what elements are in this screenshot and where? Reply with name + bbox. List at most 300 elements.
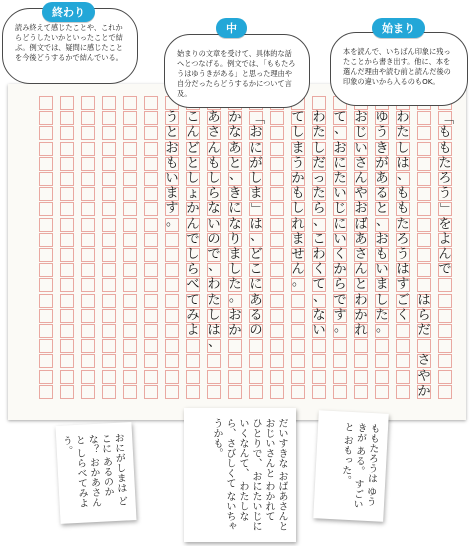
manuscript-char: 、 — [207, 259, 221, 275]
grid-cell — [144, 278, 158, 292]
grid-cell — [144, 309, 158, 323]
manuscript-char: こ — [249, 262, 263, 278]
grid-cell — [102, 111, 116, 125]
manuscript-char: ま — [165, 186, 179, 202]
manuscript-char: な — [312, 307, 326, 323]
grid-cell — [270, 278, 284, 292]
manuscript-char: は — [396, 155, 410, 171]
grid-cell — [39, 263, 53, 277]
grid-cell — [123, 202, 137, 216]
manuscript-char: ん — [291, 262, 305, 278]
grid-cell — [39, 339, 53, 353]
manuscript-char: す — [396, 277, 410, 293]
manuscript-char: も — [291, 186, 305, 202]
manuscript-char: ょ — [186, 186, 200, 202]
callout-beginning — [330, 32, 468, 106]
grid-cell — [354, 354, 368, 368]
grid-cell — [333, 339, 347, 353]
manuscript-char: ん — [438, 247, 452, 262]
grid-cell — [123, 248, 137, 262]
manuscript-char: は — [249, 216, 263, 232]
grid-cell — [249, 370, 263, 384]
grid-cell — [270, 111, 284, 125]
grid-cell — [60, 263, 74, 277]
grid-cell — [60, 324, 74, 338]
manuscript-char: ん — [186, 216, 200, 232]
manuscript-char: い — [333, 231, 347, 247]
grid-cell — [102, 278, 116, 292]
note-middle — [184, 408, 296, 542]
manuscript-char: ご — [396, 292, 410, 308]
manuscript-char: さ — [354, 247, 368, 262]
grid-cell — [312, 385, 326, 399]
manuscript-char: い — [333, 186, 347, 202]
manuscript-char: 。 — [333, 320, 347, 335]
grid-cell — [123, 309, 137, 323]
callout-end-tag: 終わり — [42, 2, 95, 22]
grid-cell — [417, 248, 431, 262]
grid-cell — [39, 111, 53, 125]
grid-cell — [249, 339, 263, 353]
grid-cell — [438, 339, 452, 353]
grid-cell — [333, 370, 347, 384]
note-middle-text: だいすきな おばあさんと おじいさんと わかれて ひとりで、 おにたいじに いくなんて、 わたしなら、さびしくて ないちゃうかも。 — [211, 418, 287, 532]
grid-cell — [144, 126, 158, 140]
manuscript-char: 、 — [375, 213, 389, 229]
manuscript-char: い — [165, 171, 179, 186]
manuscript-char: た — [375, 307, 389, 323]
manuscript-char: 。 — [228, 289, 242, 305]
grid-cell — [102, 339, 116, 353]
manuscript-char: あ — [207, 110, 221, 126]
callout-beginning-text: 本を読んで、いちばん印象に残ったことから書き出す。他に、本を選んだ理由や読む前と読んだ後の印象の違いから入るのもOK。 — [343, 47, 451, 86]
manuscript-char: な — [228, 125, 242, 141]
grid-cell — [39, 385, 53, 399]
manuscript-char: も — [165, 155, 179, 171]
grid-cell — [165, 385, 179, 399]
grid-cell — [270, 157, 284, 171]
grid-cell — [81, 263, 95, 277]
grid-cell — [270, 218, 284, 232]
manuscript-char: さ — [417, 353, 431, 369]
manuscript-char: い — [207, 216, 221, 232]
grid-cell — [39, 294, 53, 308]
manuscript-char: せ — [291, 247, 305, 262]
grid-cell — [123, 294, 137, 308]
grid-cell — [312, 354, 326, 368]
manuscript-char: し — [207, 171, 221, 186]
manuscript-char: も — [375, 247, 389, 262]
grid-cell — [165, 294, 179, 308]
grid-cell — [81, 157, 95, 171]
grid-cell — [228, 370, 242, 384]
manuscript-char: よ — [438, 231, 452, 247]
manuscript-char: べ — [186, 277, 200, 293]
grid-cell — [81, 202, 95, 216]
grid-cell — [81, 339, 95, 353]
grid-cell — [123, 324, 137, 338]
manuscript-char: に — [333, 155, 347, 171]
grid-cell — [333, 385, 347, 399]
grid-cell — [39, 202, 53, 216]
manuscript-char: し — [291, 125, 305, 141]
manuscript-char: ま — [228, 247, 242, 262]
manuscript-char: 、 — [249, 228, 263, 244]
grid-cell — [123, 263, 137, 277]
grid-cell — [144, 96, 158, 110]
manuscript-char: で — [207, 247, 221, 262]
note-left-text: おにがしまは どこに あるのかな？ おかあさんと しらべてみよう。 — [60, 432, 127, 509]
manuscript-char: が — [249, 155, 263, 171]
grid-cell — [270, 309, 284, 323]
manuscript-char: わ — [312, 110, 326, 126]
grid-cell — [102, 263, 116, 277]
manuscript-char: た — [312, 186, 326, 202]
grid-cell — [144, 157, 158, 171]
grid-cell — [291, 294, 305, 308]
manuscript-char: る — [249, 307, 263, 323]
manuscript-char: て — [312, 277, 326, 293]
grid-cell — [81, 172, 95, 186]
manuscript-char: 「 — [249, 111, 264, 125]
manuscript-char: と — [186, 155, 200, 171]
manuscript-char: 、 — [333, 122, 347, 138]
grid-cell — [102, 126, 116, 140]
grid-cell — [123, 354, 137, 368]
manuscript-char: 」 — [438, 202, 453, 216]
manuscript-char: の — [207, 231, 221, 247]
grid-cell — [81, 354, 95, 368]
grid-cell — [39, 96, 53, 110]
manuscript-char: や — [417, 368, 431, 384]
grid-cell — [144, 354, 158, 368]
manuscript-char: う — [291, 155, 305, 171]
grid-cell — [81, 278, 95, 292]
manuscript-char: き — [228, 186, 242, 202]
manuscript-char: よ — [186, 323, 200, 338]
grid-cell — [144, 263, 158, 277]
grid-cell — [102, 248, 116, 262]
manuscript-char: か — [228, 110, 242, 126]
grid-cell — [81, 309, 95, 323]
grid-cell — [81, 294, 95, 308]
grid-cell — [270, 370, 284, 384]
grid-cell — [60, 142, 74, 156]
manuscript-char: で — [438, 262, 452, 278]
manuscript-char: た — [333, 171, 347, 186]
grid-cell — [396, 354, 410, 368]
manuscript-char: ん — [207, 140, 221, 156]
grid-cell — [60, 126, 74, 140]
grid-cell — [207, 354, 221, 368]
grid-cell — [438, 309, 452, 323]
grid-cell — [144, 294, 158, 308]
grid-cell — [81, 248, 95, 262]
grid-cell — [417, 218, 431, 232]
grid-cell — [417, 233, 431, 247]
grid-cell — [249, 354, 263, 368]
grid-cell — [81, 233, 95, 247]
grid-cell — [417, 278, 431, 292]
grid-cell — [102, 96, 116, 110]
grid-cell — [291, 385, 305, 399]
grid-cell — [417, 126, 431, 140]
manuscript-char: か — [228, 323, 242, 338]
manuscript-char: し — [186, 247, 200, 262]
grid-cell — [291, 339, 305, 353]
grid-cell — [102, 218, 116, 232]
grid-cell — [81, 111, 95, 125]
grid-cell — [39, 248, 53, 262]
manuscript-char: く — [396, 307, 410, 323]
manuscript-char: き — [375, 140, 389, 156]
grid-cell — [144, 233, 158, 247]
grid-cell — [291, 370, 305, 384]
manuscript-char: た — [396, 125, 410, 141]
manuscript-char: た — [228, 277, 242, 293]
grid-cell — [417, 202, 431, 216]
grid-cell — [60, 278, 74, 292]
manuscript-char: ん — [186, 125, 200, 141]
grid-cell — [186, 354, 200, 368]
grid-cell — [39, 370, 53, 384]
manuscript-char: れ — [291, 216, 305, 232]
manuscript-char: ん — [354, 171, 368, 186]
manuscript-char: て — [333, 110, 347, 126]
grid-cell — [123, 142, 137, 156]
manuscript-char: じ — [354, 125, 368, 141]
grid-cell — [270, 233, 284, 247]
grid-cell — [165, 309, 179, 323]
grid-cell — [417, 157, 431, 171]
grid-cell — [417, 142, 431, 156]
manuscript-char: だ — [417, 323, 431, 338]
manuscript-char: こ — [312, 231, 326, 247]
grid-cell — [270, 385, 284, 399]
manuscript-char: ら — [186, 262, 200, 278]
grid-cell — [123, 157, 137, 171]
grid-cell — [270, 202, 284, 216]
manuscript-char: は — [417, 292, 431, 308]
grid-cell — [144, 370, 158, 384]
manuscript-char: ら — [207, 186, 221, 202]
grid-cell — [354, 370, 368, 384]
grid-cell — [144, 324, 158, 338]
grid-cell — [291, 309, 305, 323]
note-left — [55, 422, 136, 524]
manuscript-char: に — [249, 277, 263, 293]
grid-cell — [102, 294, 116, 308]
manuscript-char: し — [186, 171, 200, 186]
manuscript-char: る — [375, 186, 389, 202]
grid-cell — [81, 324, 95, 338]
grid-cell — [228, 385, 242, 399]
grid-cell — [123, 172, 137, 186]
grid-cell — [123, 339, 137, 353]
grid-cell — [60, 294, 74, 308]
grid-cell — [60, 218, 74, 232]
manuscript-char — [417, 339, 431, 353]
grid-cell — [417, 111, 431, 125]
grid-cell — [39, 309, 53, 323]
manuscript-char: と — [228, 155, 242, 171]
grid-cell — [123, 278, 137, 292]
grid-cell — [438, 278, 452, 292]
manuscript-char: と — [354, 277, 368, 293]
manuscript-char: が — [375, 155, 389, 171]
manuscript-char: ら — [312, 201, 326, 217]
note-right — [313, 410, 389, 522]
manuscript-char: お — [375, 231, 389, 247]
grid-cell — [186, 339, 200, 353]
grid-cell — [60, 96, 74, 110]
grid-cell — [60, 309, 74, 323]
manuscript-char: か — [333, 262, 347, 278]
manuscript-char: や — [354, 186, 368, 202]
grid-cell — [270, 126, 284, 140]
grid-cell — [123, 385, 137, 399]
manuscript-char: な — [228, 216, 242, 232]
manuscript-char: し — [249, 171, 263, 186]
manuscript-char: か — [291, 171, 305, 186]
manuscript-char: た — [312, 125, 326, 141]
grid-cell — [312, 370, 326, 384]
grid-cell — [417, 172, 431, 186]
grid-cell — [144, 187, 158, 201]
grid-cell — [39, 278, 53, 292]
grid-cell — [417, 187, 431, 201]
grid-cell — [39, 187, 53, 201]
manuscript-char: 」 — [249, 202, 264, 216]
manuscript-char: 、 — [312, 289, 326, 305]
manuscript-char: た — [207, 292, 221, 308]
grid-cell — [81, 96, 95, 110]
manuscript-char: お — [165, 140, 179, 156]
grid-cell — [144, 202, 158, 216]
manuscript-char: 。 — [291, 274, 305, 290]
grid-cell — [81, 370, 95, 384]
grid-cell — [60, 354, 74, 368]
manuscript-char: ん — [354, 262, 368, 278]
grid-cell — [354, 339, 368, 353]
manuscript-char: お — [249, 125, 263, 141]
grid-cell — [60, 385, 74, 399]
manuscript-char: た — [396, 216, 410, 232]
grid-cell — [60, 187, 74, 201]
grid-cell — [102, 354, 116, 368]
grid-cell — [144, 111, 158, 125]
manuscript-char: う — [375, 125, 389, 141]
grid-cell — [270, 354, 284, 368]
manuscript-char: と — [375, 201, 389, 217]
manuscript-char: ば — [354, 216, 368, 232]
grid-cell — [438, 354, 452, 368]
manuscript-char: し — [291, 201, 305, 217]
grid-cell — [123, 126, 137, 140]
grid-cell — [165, 354, 179, 368]
grid-cell — [438, 385, 452, 399]
grid-cell — [144, 142, 158, 156]
grid-cell — [102, 172, 116, 186]
grid-cell — [123, 96, 137, 110]
grid-cell — [39, 218, 53, 232]
manuscript-paper — [8, 84, 466, 420]
grid-cell — [375, 354, 389, 368]
grid-cell — [39, 142, 53, 156]
manuscript-char: み — [186, 307, 200, 323]
manuscript-char: あ — [375, 171, 389, 186]
manuscript-char: お — [228, 307, 242, 323]
manuscript-char: 、 — [312, 213, 326, 229]
grid-cell — [102, 370, 116, 384]
manuscript-char: く — [312, 262, 326, 278]
manuscript-char: し — [396, 140, 410, 156]
manuscript-char: し — [375, 292, 389, 308]
grid-cell — [123, 233, 137, 247]
manuscript-char: も — [396, 186, 410, 202]
manuscript-char: い — [354, 140, 368, 156]
grid-cell — [165, 248, 179, 262]
grid-cell — [270, 142, 284, 156]
grid-cell — [60, 157, 74, 171]
manuscript-char: ろ — [438, 171, 452, 186]
grid-cell — [249, 385, 263, 399]
grid-cell — [144, 218, 158, 232]
manuscript-char: も — [438, 125, 452, 141]
grid-cell — [186, 385, 200, 399]
manuscript-char: ら — [333, 277, 347, 293]
grid-cell — [375, 339, 389, 353]
manuscript-char: も — [396, 201, 410, 217]
grid-cell — [81, 218, 95, 232]
manuscript-char: お — [333, 140, 347, 156]
grid-cell — [102, 202, 116, 216]
grid-cell — [102, 187, 116, 201]
grid-cell — [39, 157, 53, 171]
manuscript-char: こ — [186, 110, 200, 126]
grid-cell — [165, 263, 179, 277]
grid-cell — [81, 187, 95, 201]
manuscript-char: く — [333, 247, 347, 262]
manuscript-char: っ — [312, 171, 326, 186]
grid-cell — [375, 370, 389, 384]
grid-cell — [333, 354, 347, 368]
grid-cell — [375, 385, 389, 399]
grid-cell — [39, 233, 53, 247]
grid-cell — [60, 233, 74, 247]
callout-middle — [164, 34, 310, 108]
callout-beginning-tag: 始まり — [372, 18, 425, 38]
grid-cell — [165, 339, 179, 353]
grid-cell — [39, 126, 53, 140]
manuscript-char: ら — [417, 307, 431, 323]
grid-cell — [270, 172, 284, 186]
manuscript-char: も — [438, 140, 452, 156]
manuscript-char: は — [207, 323, 221, 338]
manuscript-char: あ — [354, 231, 368, 247]
grid-cell — [102, 157, 116, 171]
manuscript-char: 。 — [375, 320, 389, 335]
grid-cell — [270, 324, 284, 338]
manuscript-char: の — [249, 323, 263, 338]
grid-cell — [102, 142, 116, 156]
grid-cell — [165, 233, 179, 247]
manuscript-char: す — [333, 307, 347, 323]
grid-cell — [396, 385, 410, 399]
manuscript-char: 、 — [228, 168, 242, 183]
grid-cell — [39, 172, 53, 186]
manuscript-char: う — [438, 186, 452, 202]
